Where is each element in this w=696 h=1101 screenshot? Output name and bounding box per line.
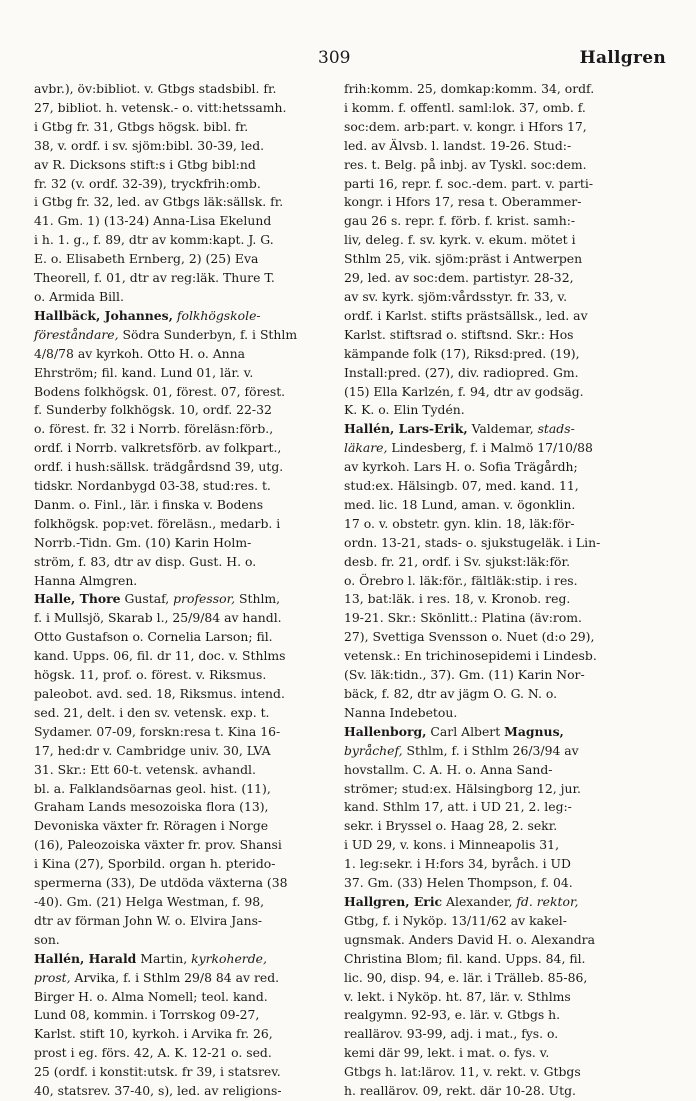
text-line: Hanna Almgren. xyxy=(34,572,138,588)
text-line: ordf. i Karlst. stifts prästsällsk., led. av xyxy=(344,307,588,323)
text-line: 31. Skr.: Ett 60-t. vetensk. avhandl. xyxy=(34,761,256,777)
text-line: prost, Arvika, f. i Sthlm 29/8 84 av red. xyxy=(34,969,280,985)
text-line: Birger H. o. Alma Nomell; teol. kand. xyxy=(34,988,268,1004)
text-line: Hallgren, Eric Alexander, fd. rektor, xyxy=(344,893,579,909)
text-line: prost i eg. förs. 42, A. K. 12-21 o. sed. xyxy=(34,1045,272,1061)
text-line: ordf. i Norrb. valkretsförb. av folkpart., xyxy=(34,440,282,456)
text-line: Nanna Indebetou. xyxy=(344,704,458,720)
text-line: Graham Lands mesozoiska flora (13), xyxy=(34,799,269,815)
text-line: 27, bibliot. h. vetensk.- o. vitt:hetssamh. xyxy=(34,99,287,115)
text-line: ugnsmak. Anders David H. o. Alexandra xyxy=(344,931,595,947)
text-line: (16), Paleozoiska växter fr. prov. Shansi xyxy=(34,837,282,853)
text-line: frih:komm. 25, domkap:komm. 34, ordf. xyxy=(344,81,595,96)
text-line: liv, deleg. f. sv. kyrk. v. ekum. mötet i xyxy=(344,232,576,248)
text-line: Halle, Thore Gustaf, professor, Sthlm, xyxy=(34,591,281,607)
text-line: stud:ex. Hälsingb. 07, med. kand. 11, xyxy=(344,478,579,494)
text-line: h. reallärov. 09, rekt. där 10-28. Utg. xyxy=(344,1083,576,1099)
text-line: 27), Svettiga Svensson o. Nuet (d:o 29), xyxy=(344,629,595,645)
text-line: i Gtbg fr. 32, led. av Gtbgs läk:sällsk. fr. xyxy=(34,194,284,210)
text-line: kämpande folk (17), Riksd:pred. (19), xyxy=(344,345,580,361)
text-line: Karlst. stiftsrad o. stiftsnd. Skr.: Hos xyxy=(344,326,574,342)
text-line: 4/8/78 av kyrkoh. Otto H. o. Anna xyxy=(34,345,246,361)
running-head: Hallgren xyxy=(579,48,666,68)
left-column xyxy=(34,80,354,1101)
text-line: (15) Ella Karlzén, f. 94, dtr av godsäg. xyxy=(344,383,584,399)
text-line: 17 o. v. obstetr. gyn. klin. 18, läk:för- xyxy=(344,515,575,531)
text-line: son. xyxy=(34,931,60,947)
text-line: Sthlm 25, vik. sjöm:präst i Antwerpen xyxy=(344,251,583,267)
text-line: 17, hed:dr v. Cambridge univ. 30, LVA xyxy=(34,742,271,758)
text-line: byråchef, Sthlm, f. i Sthlm 26/3/94 av xyxy=(344,742,579,758)
text-line: soc:dem. arb:part. v. kongr. i Hfors 17, xyxy=(344,118,587,134)
text-line: Bodens folkhögsk. 01, förest. 07, förest. xyxy=(34,383,286,399)
text-line: ström, f. 83, dtr av disp. Gust. H. o. xyxy=(34,553,257,569)
text-line: av kyrkoh. Lars H. o. Sofia Trägårdh; xyxy=(344,459,578,475)
text-line: i Gtbg fr. 31, Gtbgs högsk. bibl. fr. xyxy=(34,118,249,134)
text-line: o. Örebro l. läk:för., fältläk:stip. i res. xyxy=(344,572,578,588)
text-line: desb. fr. 21, ordf. i Sv. sjukst:läk:för. xyxy=(344,553,571,569)
text-line: bäck, f. 82, dtr av jägm O. G. N. o. xyxy=(344,686,558,701)
text-line: f. i Mullsjö, Skarab l., 25/9/84 av handl. xyxy=(34,610,282,626)
text-line: Hallén, Harald Martin, kyrkoherde, xyxy=(34,950,267,966)
text-line: Danm. o. Finl., lär. i finska v. Bodens xyxy=(34,496,264,512)
text-line: Hallenborg, Carl Albert Magnus, xyxy=(344,723,564,739)
text-line: o. förest. fr. 32 i Norrb. föreläsn:förb., xyxy=(34,421,274,437)
text-line: folkhögsk. pop:vet. föreläsn., medarb. i xyxy=(34,515,281,531)
text-line: av sv. kyrk. sjöm:vårdsstyr. fr. 33, v. xyxy=(344,288,568,304)
text-line: led. av Älvsb. l. landst. 19-26. Stud:- xyxy=(344,137,572,153)
text-line: Theorell, f. 01, dtr av reg:läk. Thure T. xyxy=(34,270,275,286)
text-line: kemi där 99, lekt. i mat. o. fys. v. xyxy=(344,1045,550,1061)
text-line: Gtbgs h. lat:lärov. 11, v. rekt. v. Gtbgs xyxy=(344,1064,581,1080)
text-line: i UD 29, v. kons. i Minneapolis 31, xyxy=(344,837,560,853)
text-line: avbr.), öv:bibliot. v. Gtbgs stadsbibl. fr. xyxy=(34,81,277,96)
text-line: Hallbäck, Johannes, folkhögskole- xyxy=(34,307,261,323)
text-line: Lund 08, kommin. i Torrskog 09-27, xyxy=(34,1007,260,1023)
text-line: kand. Upps. 06, fil. dr 11, doc. v. Sthlms xyxy=(34,648,286,664)
text-line: i h. 1. g., f. 89, dtr av komm:kapt. J. G. xyxy=(34,232,274,248)
text-line: fr. 32 (v. ordf. 32-39), tryckfrih:omb. xyxy=(34,175,261,191)
text-line: strömer; stud:ex. Hälsingborg 12, jur. xyxy=(344,780,582,796)
text-line: högsk. 11, prof. o. förest. v. Riksmus. xyxy=(34,667,267,683)
text-line: lic. 90, disp. 94, e. lär. i Trälleb. 85-86, xyxy=(344,969,588,985)
text-line: av R. Dicksons stift:s i Gtbg bibl:nd xyxy=(34,156,256,172)
text-line: Gtbg, f. i Nyköp. 13/11/62 av kakel- xyxy=(344,912,567,928)
text-line: o. Armida Bill. xyxy=(34,288,124,304)
text-line: Karlst. stift 10, kyrkoh. i Arvika fr. 26, xyxy=(34,1026,273,1042)
text-line: 13, bat:läk. i res. 18, v. Kronob. reg. xyxy=(344,591,571,607)
text-line: E. o. Elisabeth Ernberg, 2) (25) Eva xyxy=(34,251,259,267)
text-line: 19-21. Skr.: Skönlitt.: Platina (äv:rom. xyxy=(344,610,582,626)
text-line: ordn. 13-21, stads- o. sjukstugeläk. i Lin- xyxy=(344,534,601,550)
text-line: 41. Gm. 1) (13-24) Anna-Lisa Ekelund xyxy=(34,213,272,229)
text-line: Devoniska växter fr. Röragen i Norge xyxy=(34,818,269,834)
text-line: Ehrström; fil. kand. Lund 01, lär. v. xyxy=(34,364,254,380)
text-line: paleobot. avd. sed. 18, Riksmus. intend. xyxy=(34,686,285,701)
page-number: 309 xyxy=(318,48,351,68)
text-line: i Kina (27), Sporbild. organ h. pteridо- xyxy=(34,856,276,872)
text-line: Sydamer. 07-09, forskn:resa t. Kina 16- xyxy=(34,723,281,739)
text-line: Hallén, Lars-Erik, Valdemar, stads- xyxy=(344,421,575,437)
text-line: Install:pred. (27), div. radiopred. Gm. xyxy=(344,364,579,380)
text-line: 29, led. av soc:dem. partistyr. 28-32, xyxy=(344,270,574,286)
page-header xyxy=(0,48,696,74)
text-line: sed. 21, delt. i den sv. vetensk. exp. t. xyxy=(34,704,270,720)
text-line: 25 (ordf. i konstit:utsk. fr 39, i statsrev. xyxy=(34,1064,281,1080)
text-line: kand. Sthlm 17, att. i UD 21, 2. leg:- xyxy=(344,799,572,815)
text-line: 37. Gm. (33) Helen Thompson, f. 04. xyxy=(344,875,573,891)
text-line: f. Sunderby folkhögsk. 10, ordf. 22-32 xyxy=(34,402,272,418)
text-line: gau 26 s. repr. f. förb. f. krist. samh:- xyxy=(344,213,576,229)
text-line: ordf. i hush:sällsk. trädgårdsnd 39, utg. xyxy=(34,459,284,475)
text-line: Christina Blom; fil. kand. Upps. 84, fil. xyxy=(344,950,586,966)
text-line: dtr av förman John W. o. Elvira Jans- xyxy=(34,912,263,928)
text-line: realgymn. 92-93, e. lär. v. Gtbgs h. xyxy=(344,1007,561,1023)
text-line: kongr. i Hfors 17, resa t. Oberammer- xyxy=(344,194,582,210)
text-line: parti 16, repr. f. soc.-dem. part. v. parti- xyxy=(344,175,594,191)
text-line: Otto Gustafson o. Cornelia Larson; fil. xyxy=(34,629,273,645)
text-line: 38, v. ordf. i sv. sjöm:bibl. 30-39, led. xyxy=(34,137,265,153)
text-line: Norrb.-Tidn. Gm. (10) Karin Holm- xyxy=(34,534,252,550)
right-column xyxy=(344,80,664,1101)
text-line: (Sv. läk:tidn., 37). Gm. (11) Karin Nor- xyxy=(344,667,585,683)
text-line: i komm. f. offentl. saml:lok. 37, omb. f. xyxy=(344,99,586,115)
text-line: läkare, Lindesberg, f. i Malmö 17/10/88 xyxy=(344,440,593,456)
text-line: reallärov. 93-99, adj. i mat., fys. o. xyxy=(344,1026,559,1042)
text-line: föreståndare, Södra Sunderbyn, f. i Sthlm xyxy=(34,326,298,342)
text-line: res. t. Belg. på inbj. av Tyskl. soc:dem. xyxy=(344,156,587,172)
text-line: tidskr. Nordanbygd 03-38, stud:res. t. xyxy=(34,478,271,494)
text-line: bl. a. Falklandsöarnas geol. hist. (11), xyxy=(34,780,271,796)
text-line: 1. leg:sekr. i H:fors 34, byråch. i UD xyxy=(344,856,571,872)
text-line: v. lekt. i Nyköp. ht. 87, lär. v. Sthlms xyxy=(344,988,571,1004)
text-line: sekr. i Bryssel o. Haag 28, 2. sekr. xyxy=(344,818,558,834)
text-line: 40, statsrev. 37-40, s), led. av religions- xyxy=(34,1083,282,1099)
text-line: spermerna (33), De utdöda växterna (38 xyxy=(34,875,288,891)
text-line: med. lic. 18 Lund, aman. v. ögonklin. xyxy=(344,496,576,512)
text-line: vetensk.: En trichinosepidemi i Lindesb. xyxy=(344,648,597,664)
text-line: -40). Gm. (21) Helga Westman, f. 98, xyxy=(34,893,265,909)
text-line: hovstallm. C. A. H. o. Anna Sand- xyxy=(344,761,553,777)
text-line: K. K. o. Elin Tydén. xyxy=(344,402,465,418)
